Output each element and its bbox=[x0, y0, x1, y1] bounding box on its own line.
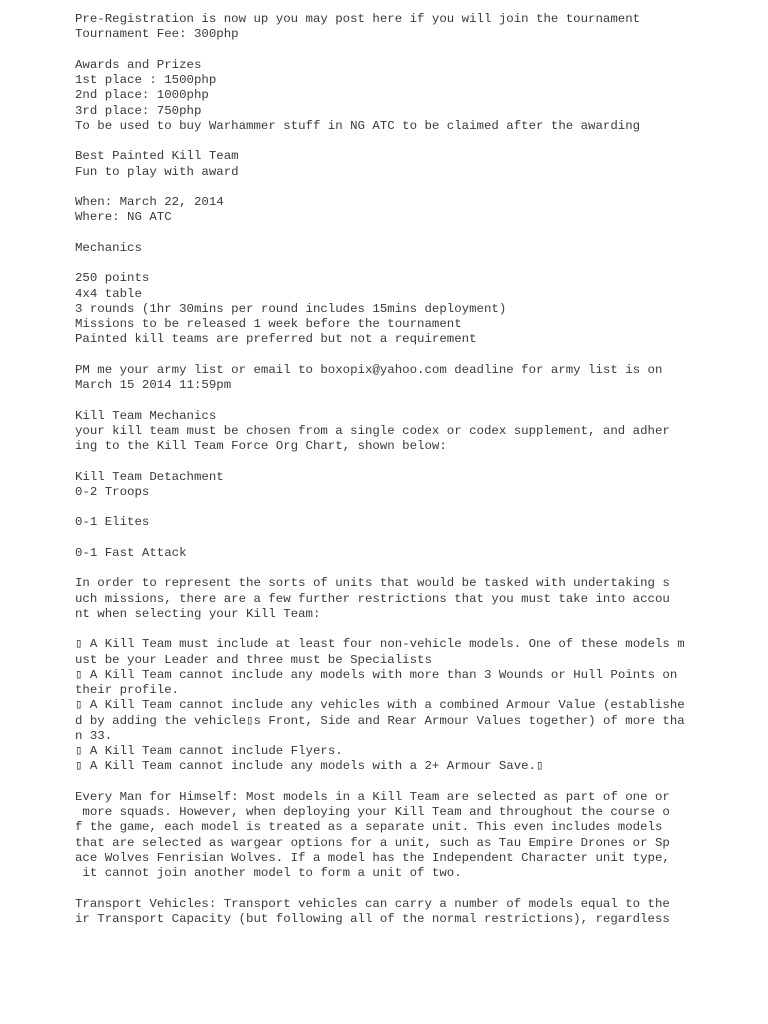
text-line: ▯ A Kill Team must include at least four non-vehicle models. One of these models m bbox=[75, 637, 685, 652]
text-line: Missions to be released 1 week before the tournament bbox=[75, 317, 462, 331]
document-page bbox=[75, 12, 755, 927]
blank-line bbox=[75, 775, 755, 790]
blank-line bbox=[75, 134, 755, 149]
text-line: 3rd place: 750php bbox=[75, 103, 202, 118]
text-line: Transport Vehicles: Transport vehicles can carry a number of models equal to the bbox=[75, 896, 670, 911]
text-line: it cannot join another model to form a unit of two. bbox=[75, 866, 462, 880]
text-line: ▯ A Kill Team cannot include any models with more than 3 Wounds or Hull Points on bbox=[75, 667, 678, 682]
text-line: Kill Team Mechanics bbox=[75, 408, 217, 423]
text-line: Every Man for Himself: Most models in a Kill Team are selected as part of one or bbox=[75, 789, 670, 804]
blank-line bbox=[75, 500, 755, 515]
text-line: your kill team must be chosen from a single codex or codex supplement, and adher bbox=[75, 423, 670, 438]
text-line: When: March 22, 2014 bbox=[75, 195, 224, 209]
blank-line bbox=[75, 226, 755, 241]
text-line: Tournament Fee: 300php bbox=[75, 27, 239, 42]
text-line: 0-1 Fast Attack bbox=[75, 545, 187, 560]
blank-line bbox=[75, 881, 755, 896]
text-line: Kill Team Detachment bbox=[75, 469, 224, 484]
blank-line bbox=[75, 531, 755, 546]
blank-line bbox=[75, 180, 755, 195]
blank-line bbox=[75, 454, 755, 469]
text-line: ▯ A Kill Team cannot include any models with a 2+ Armour Save.▯ bbox=[75, 759, 544, 774]
blank-line bbox=[75, 393, 755, 408]
text-line: ace Wolves Fenrisian Wolves. If a model has the Independent Character unit type, bbox=[75, 850, 670, 865]
text-line: 4x4 table bbox=[75, 286, 142, 301]
text-line: ▯ A Kill Team cannot include any vehicles with a combined Armour Value (establishe bbox=[75, 698, 685, 713]
text-line: Painted kill teams are preferred but not a requirement bbox=[75, 332, 477, 347]
text-line: Pre-Registration is now up you may post here if you will join the tournament bbox=[75, 12, 641, 26]
text-line: PM me your army list or email to boxopix@yahoo.com deadline for army list is on bbox=[75, 362, 663, 377]
blank-line bbox=[75, 622, 755, 637]
text-line: To be used to buy Warhammer stuff in NG ATC to be claimed after the awarding bbox=[75, 118, 641, 133]
text-line: In order to represent the sorts of units that would be tasked with undertaking s bbox=[75, 576, 670, 591]
text-line: 1st place : 1500php bbox=[75, 73, 217, 87]
text-line: March 15 2014 11:59pm bbox=[75, 378, 232, 392]
text-line: n 33. bbox=[75, 728, 113, 743]
text-line: Best Painted Kill Team bbox=[75, 149, 239, 164]
text-line: Awards and Prizes bbox=[75, 57, 202, 72]
text-line: ir Transport Capacity (but following all of the normal restrictions), regardless bbox=[75, 911, 670, 926]
text-line: 3 rounds (1hr 30mins per round includes 15mins deployment) bbox=[75, 301, 507, 316]
text-line: ing to the Kill Team Force Org Chart, shown below: bbox=[75, 439, 447, 453]
text-line: that are selected as wargear options for a unit, such as Tau Empire Drones or Sp bbox=[75, 835, 670, 850]
text-line: uch missions, there are a few further restrictions that you must take into accou bbox=[75, 591, 670, 606]
text-line: 2nd place: 1000php bbox=[75, 88, 209, 103]
text-line: more squads. However, when deploying your Kill Team and throughout the course o bbox=[75, 805, 670, 819]
text-line: 0-1 Elites bbox=[75, 515, 150, 530]
blank-line bbox=[75, 561, 755, 576]
text-line: Where: NG ATC bbox=[75, 210, 172, 225]
blank-line bbox=[75, 256, 755, 271]
text-line: ▯ A Kill Team cannot include Flyers. bbox=[75, 744, 343, 758]
text-line: 0-2 Troops bbox=[75, 484, 150, 499]
text-line: d by adding the vehicle▯s Front, Side and Rear Armour Values together) of more tha bbox=[75, 713, 685, 728]
blank-line bbox=[75, 348, 755, 363]
text-line: nt when selecting your Kill Team: bbox=[75, 606, 321, 621]
blank-line bbox=[75, 43, 755, 58]
text-line: f the game, each model is treated as a separate unit. This even includes models bbox=[75, 820, 663, 835]
text-line: Mechanics bbox=[75, 240, 142, 255]
text-line: their profile. bbox=[75, 683, 180, 697]
text-line: Fun to play with award bbox=[75, 164, 239, 179]
text-line: ust be your Leader and three must be Specialists bbox=[75, 652, 432, 667]
text-line: 250 points bbox=[75, 271, 150, 286]
